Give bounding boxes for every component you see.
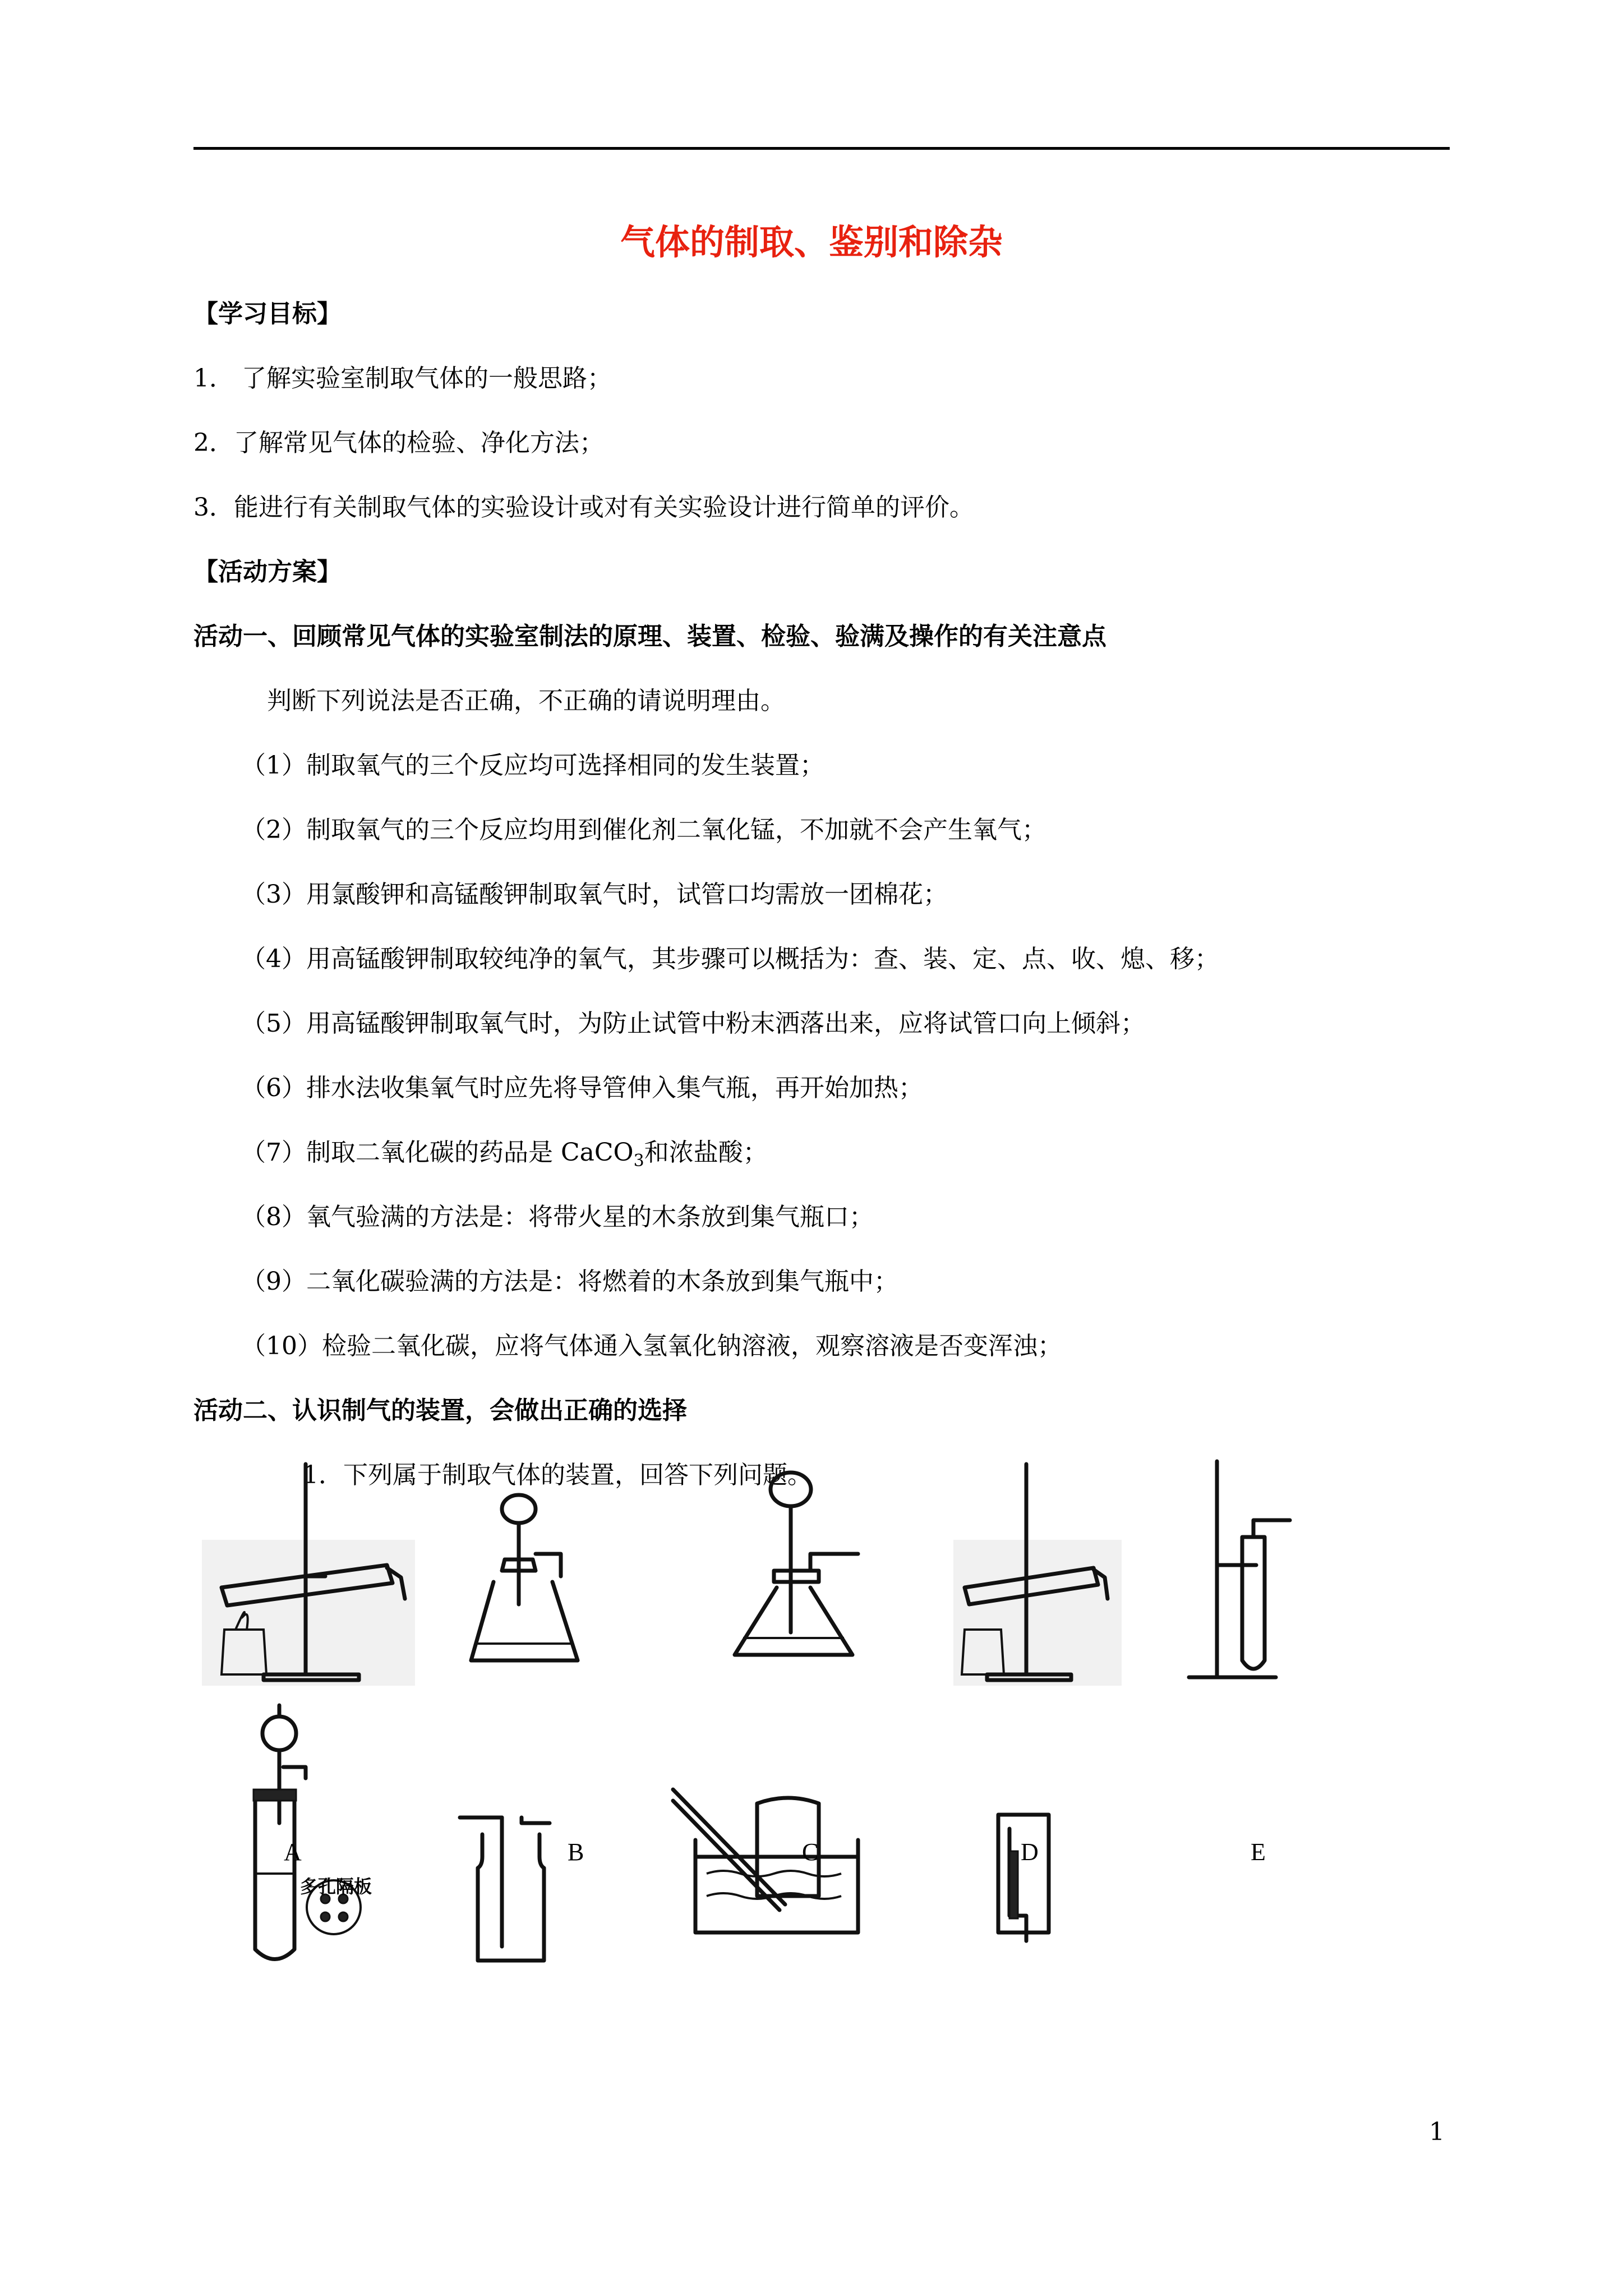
objective-item: 1． 了解实验室制取气体的一般思路；	[193, 364, 612, 393]
activity2-heading: 活动二、认识制气的装置，会做出正确的选择	[193, 1396, 687, 1425]
activity1-item: （10）检验二氧化碳，应将气体通入氢氧化钠溶液，观察溶液是否变浑浊；	[241, 1332, 1062, 1360]
flask-long-funnel-apparatus-icon	[735, 1473, 858, 1655]
side-tube-bottle-apparatus-icon	[998, 1815, 1049, 1941]
figure-label-c: C	[802, 1838, 819, 1866]
activity1-item: （1）制取氧气的三个反应均可选择相同的发生装置；	[241, 751, 824, 780]
item7-subscript: 3	[633, 1151, 644, 1171]
activity2-question: 1．下列属于制取气体的装置，回答下列问题。	[303, 1461, 812, 1489]
activity1-heading: 活动一、回顾常见气体的实验室制法的原理、装置、检验、验满及操作的有关注意点	[193, 622, 1106, 651]
activity1-item: （6）排水法收集氧气时应先将导管伸入集气瓶，再开始加热；	[241, 1074, 923, 1102]
page-number: 1	[1429, 2118, 1445, 2146]
figure-label-b: B	[568, 1838, 584, 1866]
stand-test-tube-apparatus-icon	[1189, 1461, 1290, 1677]
activity1-item: （3）用氯酸钾和高锰酸钾制取氧气时，试管口均需放一团棉花；	[241, 880, 948, 909]
flask-funnel-apparatus-icon	[471, 1495, 578, 1660]
figure-label-a: A	[284, 1838, 302, 1866]
objective-item: 2．了解常见气体的检验、净化方法；	[193, 429, 604, 457]
objective-item: 3．能进行有关制取气体的实验设计或对有关实验设计进行简单的评价。	[193, 493, 974, 522]
activity1-item: （4）用高锰酸钾制取较纯净的氧气，其步骤可以概括为：查、装、定、点、收、熄、移；	[241, 945, 1219, 973]
perforated-plate-apparatus-icon	[253, 1705, 361, 1959]
plan-heading: 【活动方案】	[193, 558, 342, 586]
activity1-intro: 判断下列说法是否正确，不正确的请说明理由。	[267, 687, 785, 715]
item7-text-end: 和浓盐酸；	[644, 1138, 768, 1167]
activity1-item: （2）制取氧气的三个反应均用到催化剂二氧化锰，不加就不会产生氧气；	[241, 816, 1046, 844]
water-trough-apparatus-icon	[673, 1789, 858, 1932]
heated-tube-apparatus-2-icon	[953, 1464, 1122, 1686]
activity1-item: （8）氧气验满的方法是：将带火星的木条放到集气瓶口；	[241, 1203, 874, 1231]
gas-bottle-apparatus-icon	[460, 1818, 550, 1961]
figure-label-e: E	[1251, 1838, 1266, 1866]
page-title: 气体的制取、鉴别和除杂	[620, 222, 1003, 263]
objectives-heading: 【学习目标】	[193, 300, 342, 328]
figure-label-d: D	[1021, 1838, 1039, 1866]
perforated-plate-label: 多孔隔板	[300, 1876, 372, 1897]
activity1-item: （5）用高锰酸钾制取氧气时，为防止试管中粉末洒落出来，应将试管口向上倾斜；	[241, 1009, 1145, 1038]
heated-tube-apparatus-icon	[202, 1464, 415, 1686]
activity1-item: （9）二氧化碳验满的方法是：将燃着的木条放到集气瓶中；	[241, 1267, 898, 1296]
item7-text: （7）制取二氧化碳的药品是 CaCO	[241, 1138, 634, 1167]
